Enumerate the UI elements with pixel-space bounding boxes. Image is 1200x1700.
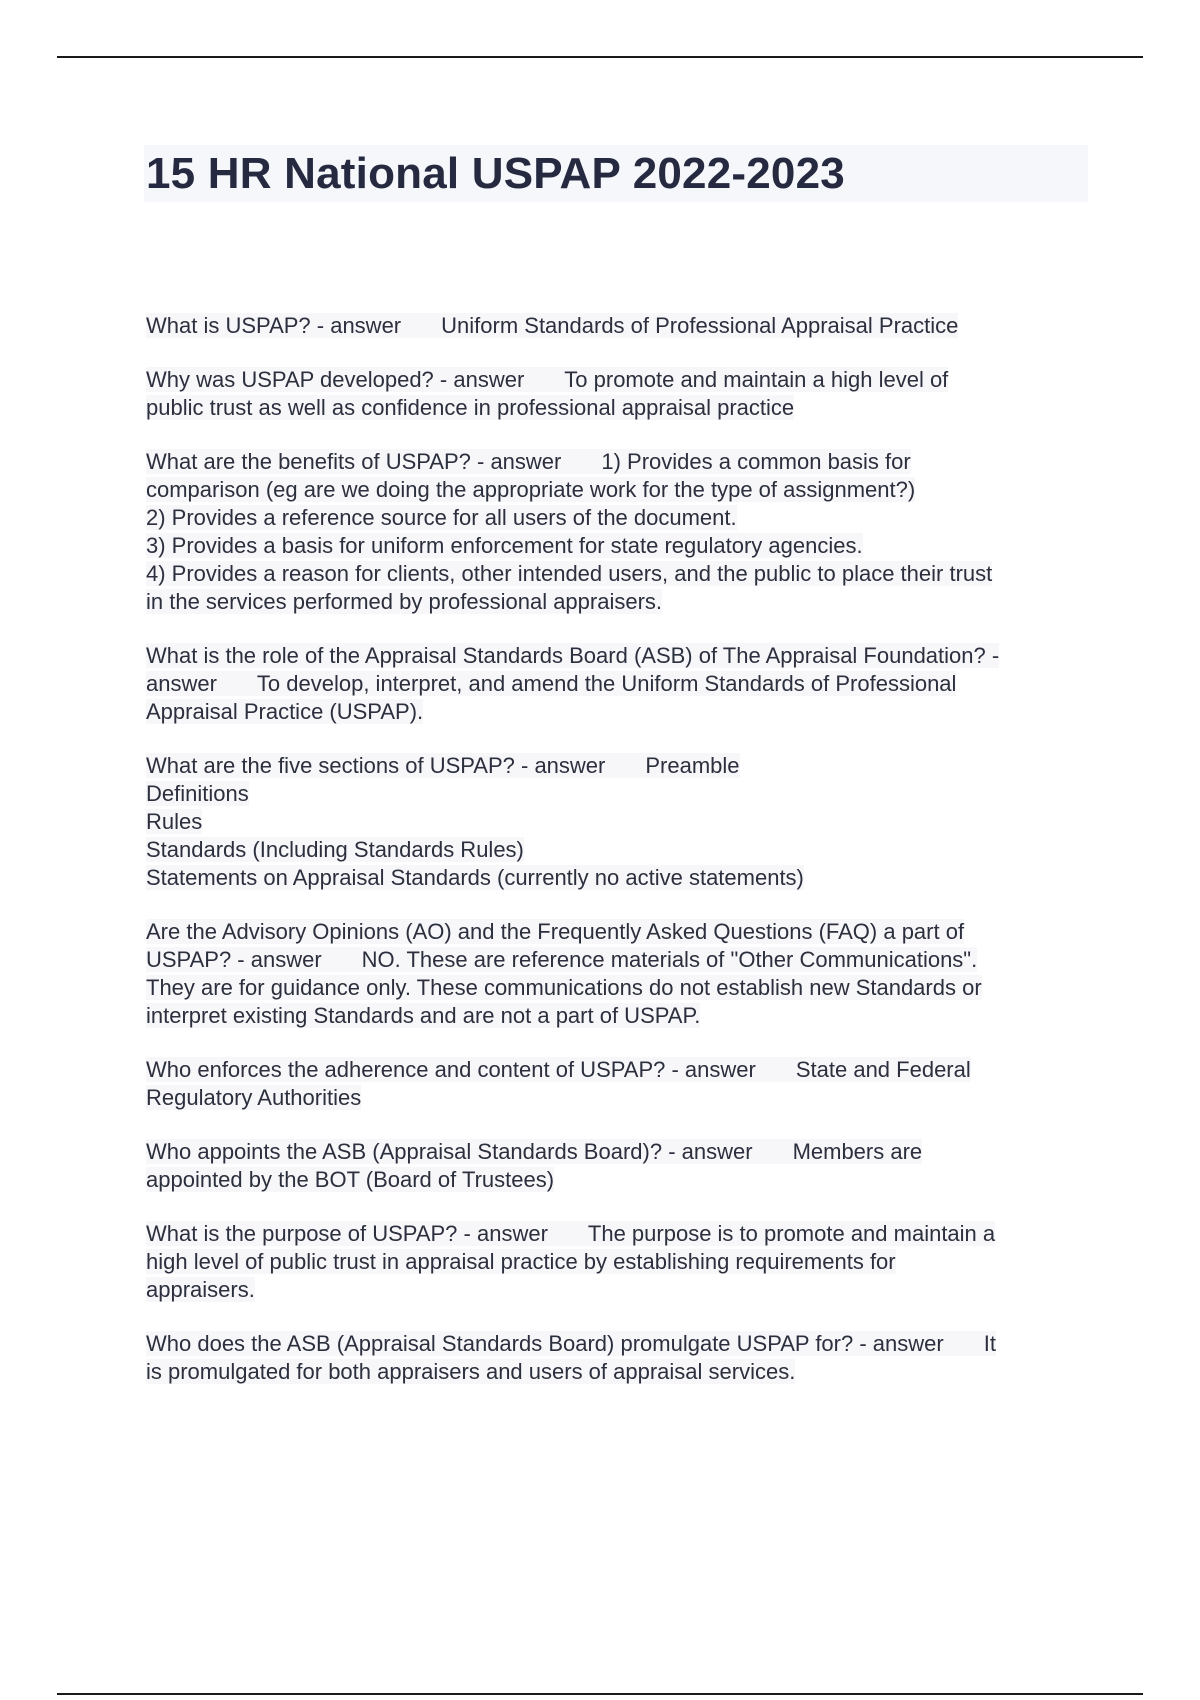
answer-label: - answer: [514, 753, 606, 778]
answer-text: Uniform Standards of Professional Appraisal Practice: [441, 313, 959, 338]
question-text: What is USPAP?: [146, 313, 311, 338]
answer-text: It: [983, 1331, 996, 1356]
qa-item: [146, 642, 1090, 726]
question-text: What are the benefits of USPAP?: [146, 449, 471, 474]
answer-text: Rules: [146, 809, 203, 834]
answer-label: - answer: [433, 367, 525, 392]
top-divider: [57, 56, 1143, 58]
answer-text: 3) Provides a basis for uniform enforcement for state regulatory agencies.: [146, 533, 863, 558]
page-title: 15 HR National USPAP 2022-2023: [146, 149, 845, 198]
bottom-divider: [57, 1693, 1143, 1695]
question-text: What is the purpose of USPAP?: [146, 1221, 458, 1246]
answer-text: interpret existing Standards and are not a part of USPAP.: [146, 1003, 701, 1028]
qa-item: [146, 1056, 1090, 1112]
answer-text: appraisers.: [146, 1277, 255, 1302]
answer-text: 4) Provides a reason for clients, other intended users, and the public to place their trust: [146, 561, 993, 586]
answer-text: State and Federal: [795, 1057, 971, 1082]
question-text: Who enforces the adherence and content of USPAP?: [146, 1057, 666, 1082]
question-text: Are the Advisory Opinions (AO) and the Frequently Asked Questions (FAQ) a part of: [146, 919, 965, 944]
answer-text: The purpose is to promote and maintain a: [587, 1221, 996, 1246]
answer-label: - answer: [470, 449, 562, 474]
qa-item: [146, 918, 1090, 1030]
answer-label: answer: [146, 671, 217, 696]
answer-text: Members are: [792, 1139, 923, 1164]
qa-item: [146, 312, 1090, 340]
answer-label: - answer: [310, 313, 402, 338]
answer-label: USPAP? - answer: [146, 947, 322, 972]
answer-text: To develop, interpret, and amend the Uniform Standards of Professional: [256, 671, 957, 696]
answer-text: 2) Provides a reference source for all users of the document.: [146, 505, 737, 530]
answer-text: Definitions: [146, 781, 249, 806]
answer-label: - answer: [662, 1139, 753, 1164]
question-text: Why was USPAP developed?: [146, 367, 434, 392]
answer-text: They are for guidance only. These communications do not establish new Standards or: [146, 975, 982, 1000]
answer-text: in the services performed by professional appraisers.: [146, 589, 663, 614]
answer-text: Preamble: [645, 753, 740, 778]
answer-text: To promote and maintain a high level of: [564, 367, 949, 392]
question-text: Who does the ASB (Appraisal Standards Board) promulgate USPAP for?: [146, 1331, 854, 1356]
answer-text: Statements on Appraisal Standards (currently no active statements): [146, 865, 804, 890]
qa-item: [146, 366, 1090, 422]
answer-text: is promulgated for both appraisers and users of appraisal services.: [146, 1359, 796, 1384]
answer-label: - answer: [665, 1057, 756, 1082]
answer-text: Regulatory Authorities: [146, 1085, 362, 1110]
question-text: Who appoints the ASB (Appraisal Standards Board)?: [146, 1139, 663, 1164]
answer-text: comparison (eg are we doing the appropriate work for the type of assignment?): [146, 477, 916, 502]
qa-item: [146, 448, 1090, 616]
qa-item: [146, 752, 1090, 892]
answer-label: - answer: [457, 1221, 548, 1246]
question-text: What are the five sections of USPAP?: [146, 753, 515, 778]
qa-list: [146, 312, 1090, 1412]
answer-text: appointed by the BOT (Board of Trustees): [146, 1167, 555, 1192]
answer-label: - answer: [853, 1331, 944, 1356]
answer-text: high level of public trust in appraisal practice by establishing requirements for: [146, 1249, 896, 1274]
qa-item: [146, 1330, 1090, 1386]
answer-text: NO. These are reference materials of "Other Communications".: [361, 947, 978, 972]
question-text: What is the role of the Appraisal Standards Board (ASB) of The Appraisal Foundation? -: [146, 643, 1000, 668]
answer-text: Standards (Including Standards Rules): [146, 837, 524, 862]
qa-item: [146, 1138, 1090, 1194]
answer-text: Appraisal Practice (USPAP).: [146, 699, 424, 724]
answer-text: 1) Provides a common basis for: [601, 449, 911, 474]
qa-item: [146, 1220, 1090, 1304]
answer-text: public trust as well as confidence in professional appraisal practice: [146, 395, 795, 420]
